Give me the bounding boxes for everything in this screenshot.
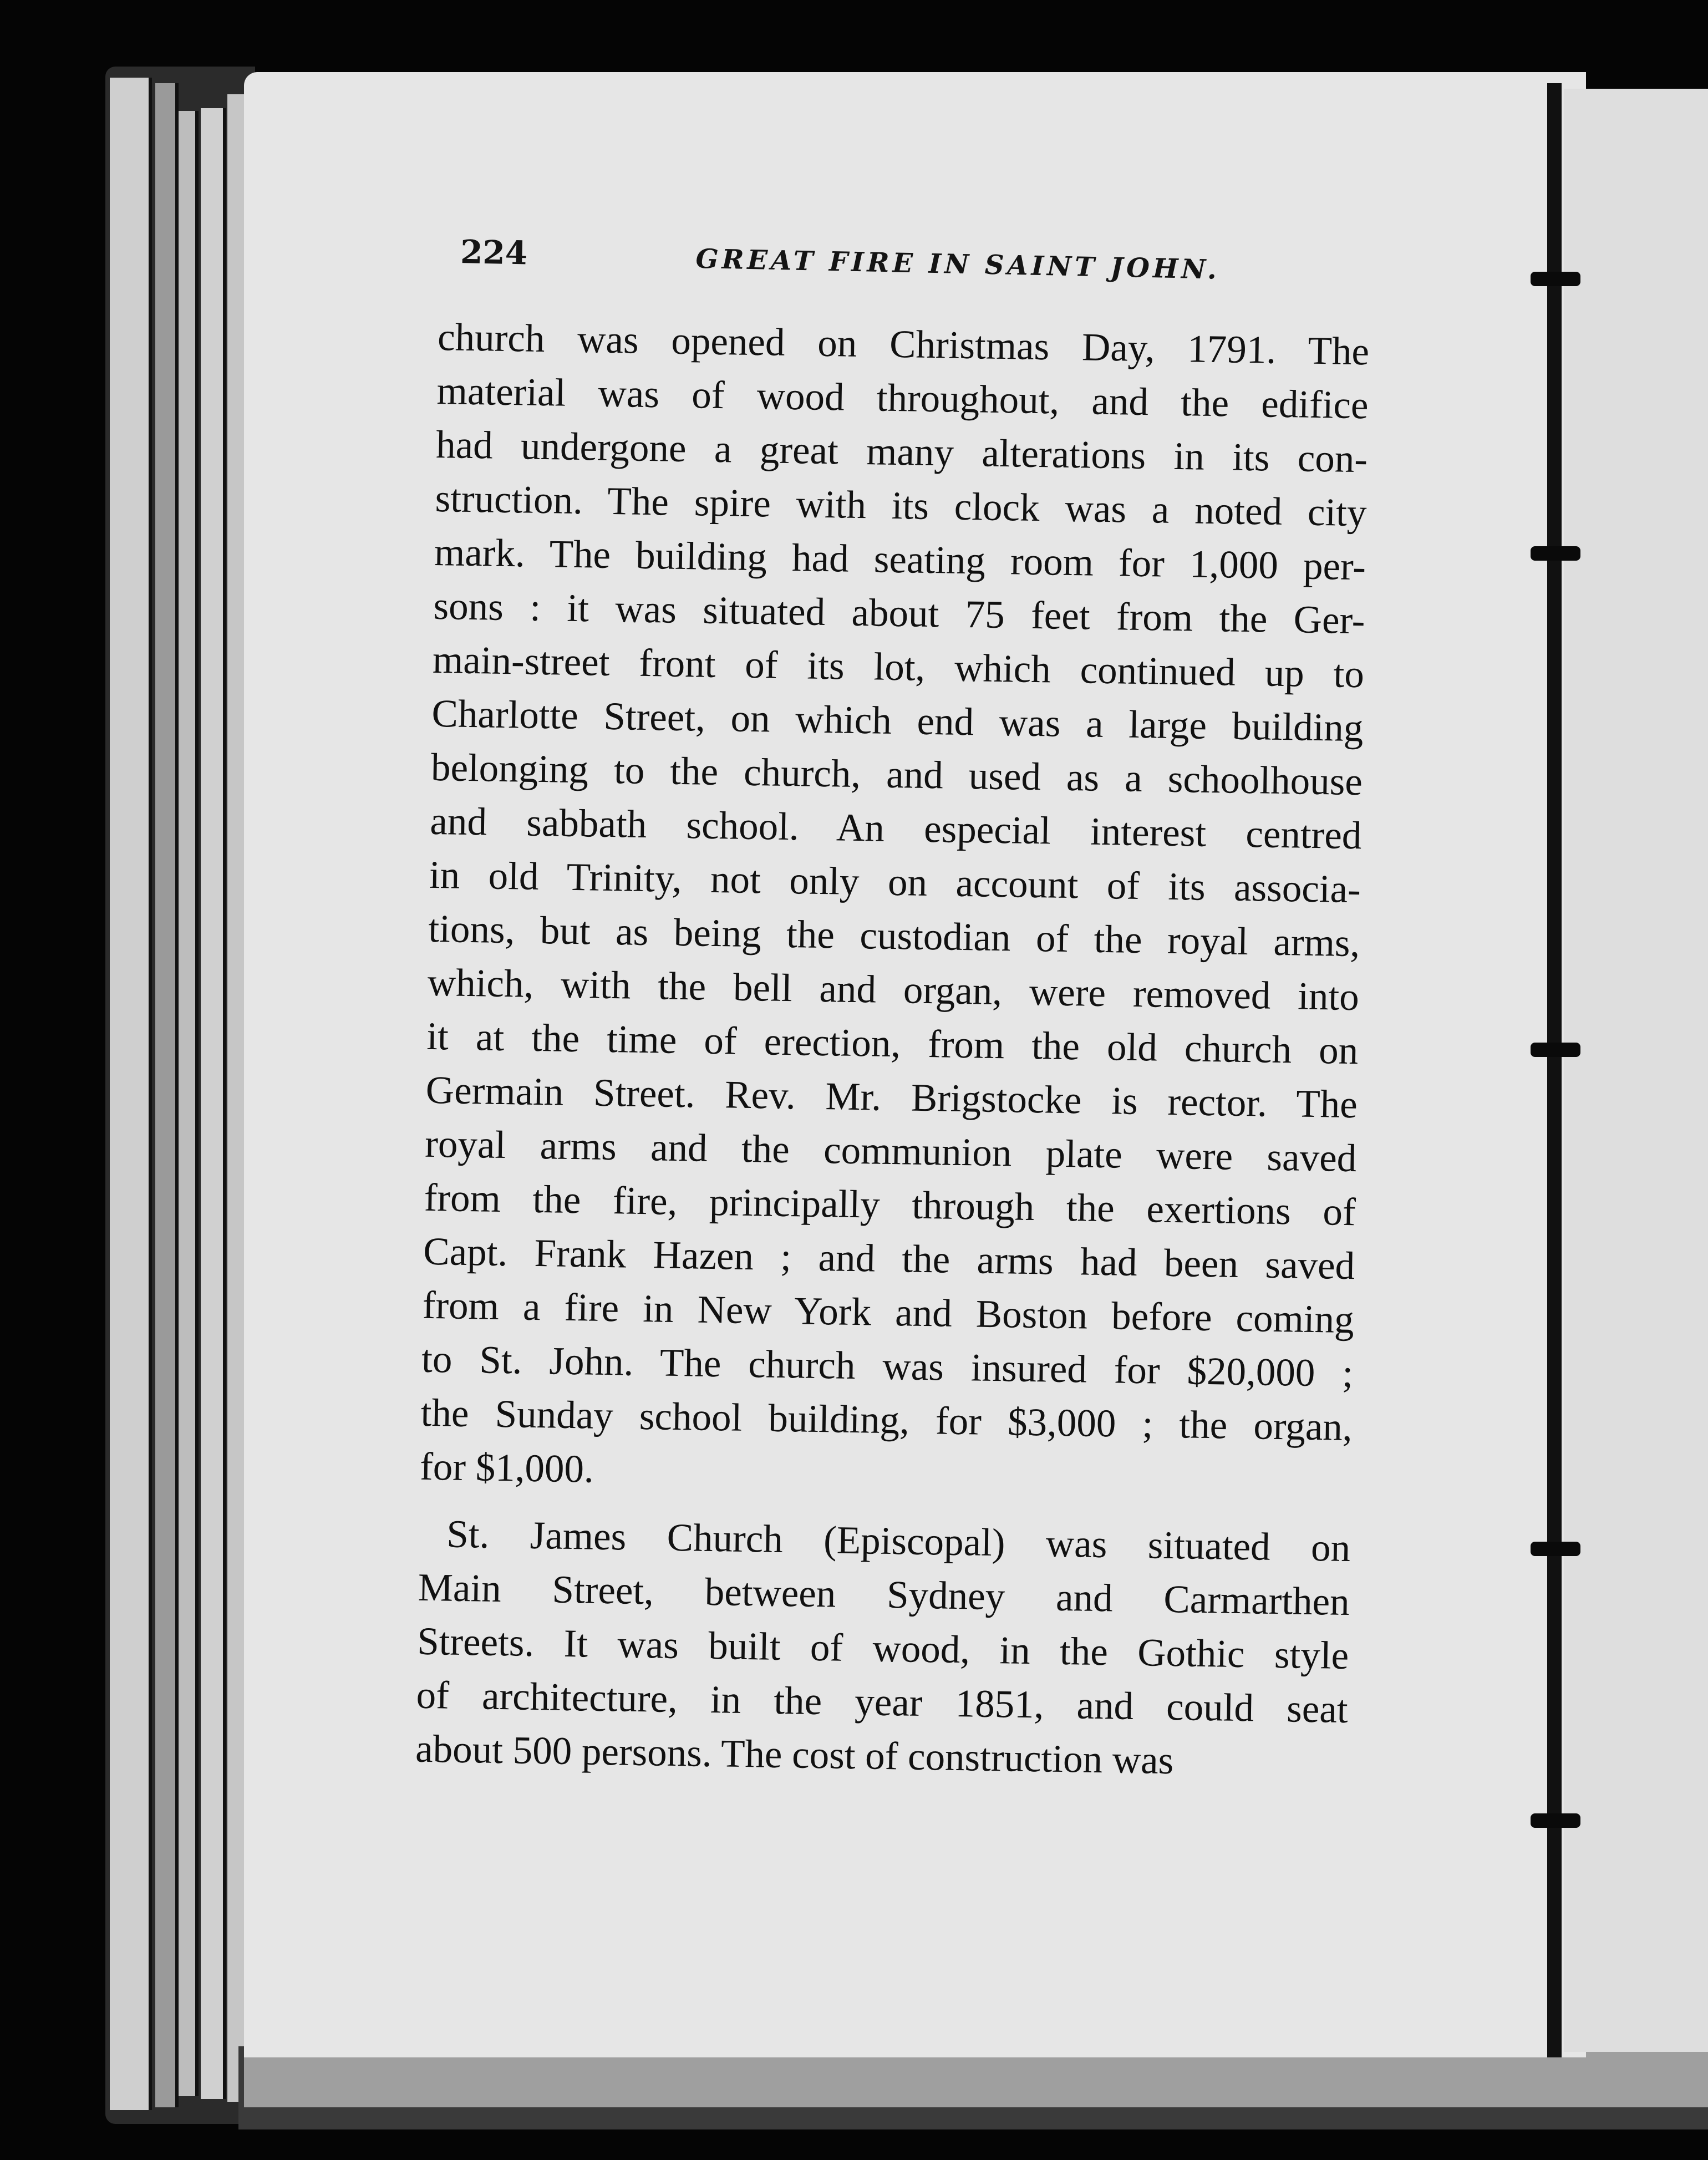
leaf-edge [201,108,226,2099]
text-line: it at the time of erection, from the old church on [426,1014,1359,1073]
leaf-edge [110,78,152,2110]
text-line: from the fire, principally through the exertions of [424,1176,1356,1234]
text-line: material was of wood throughout, and the edifice [436,369,1369,428]
text-line: Main Street, between Sydney and Carmarthen [418,1566,1350,1624]
text-line: and sabbath school. An especial interest centred [429,799,1362,858]
book-spine [1547,83,1562,2057]
text-line: for $1,000. [419,1445,594,1491]
text-line: to St. John. The church was insured for $20,000 ; [421,1337,1354,1396]
text-line: Germain Street. Rev. Mr. Brigstocke is rector. The [425,1068,1358,1127]
binding-stitch [1531,546,1580,561]
binding-stitch [1531,272,1580,286]
text-line: of architecture, in the year 1851, and could seat [416,1673,1349,1732]
text-line: from a fire in New York and Boston before coming [422,1283,1355,1342]
binding-stitch [1531,1813,1580,1828]
book-bottom-edge-highlight [244,2052,1708,2107]
text-line: belonging to the church, and used as a schoolhouse [430,745,1363,804]
leaf-edge [155,83,179,2107]
text-line: tions, but as being the custodian of the royal arms, [428,907,1360,965]
text-line: royal arms and the communion plate were saved [424,1122,1357,1181]
text-line: the Sunday school building, for $3,000 ; the organ, [420,1391,1353,1450]
text-line: which, with the bell and organ, were removed into [427,960,1360,1019]
text-line: church was opened on Christmas Day, 1791. The [437,315,1370,374]
leaf-edge [179,111,199,2096]
text-line: Charlotte Street, on which end was a large building [431,692,1364,750]
text-line: had undergone a great many alterations in its con- [435,423,1368,481]
text-line: Capt. Frank Hazen ; and the arms had been saved [423,1229,1355,1288]
text-line: mark. The building had seating room for 1,000 per- [434,530,1366,589]
binding-stitch [1531,1043,1580,1057]
text-line: in old Trinity, not only on account of its associa- [429,853,1361,912]
text-line: about 500 persons. The cost of construction was [415,1727,1174,1783]
page-number: 224 [460,233,528,272]
facing-page [1564,89,1708,2052]
text-line: Streets. It was built of wood, in the Gothic style [416,1619,1349,1678]
binding-stitch [1531,1542,1580,1556]
running-head-title: GREAT FIRE IN SAINT JOHN. [695,243,1221,286]
text-line: struction. The spire with its clock was a noted city [435,476,1368,535]
text-line: main-street front of its lot, which continued up to [432,638,1365,697]
text-line: sons : it was situated about 75 feet from the Ger- [433,584,1366,643]
body-text [415,311,1369,1791]
text-line: St. James Church (Episcopal) was situated on [446,1512,1351,1571]
